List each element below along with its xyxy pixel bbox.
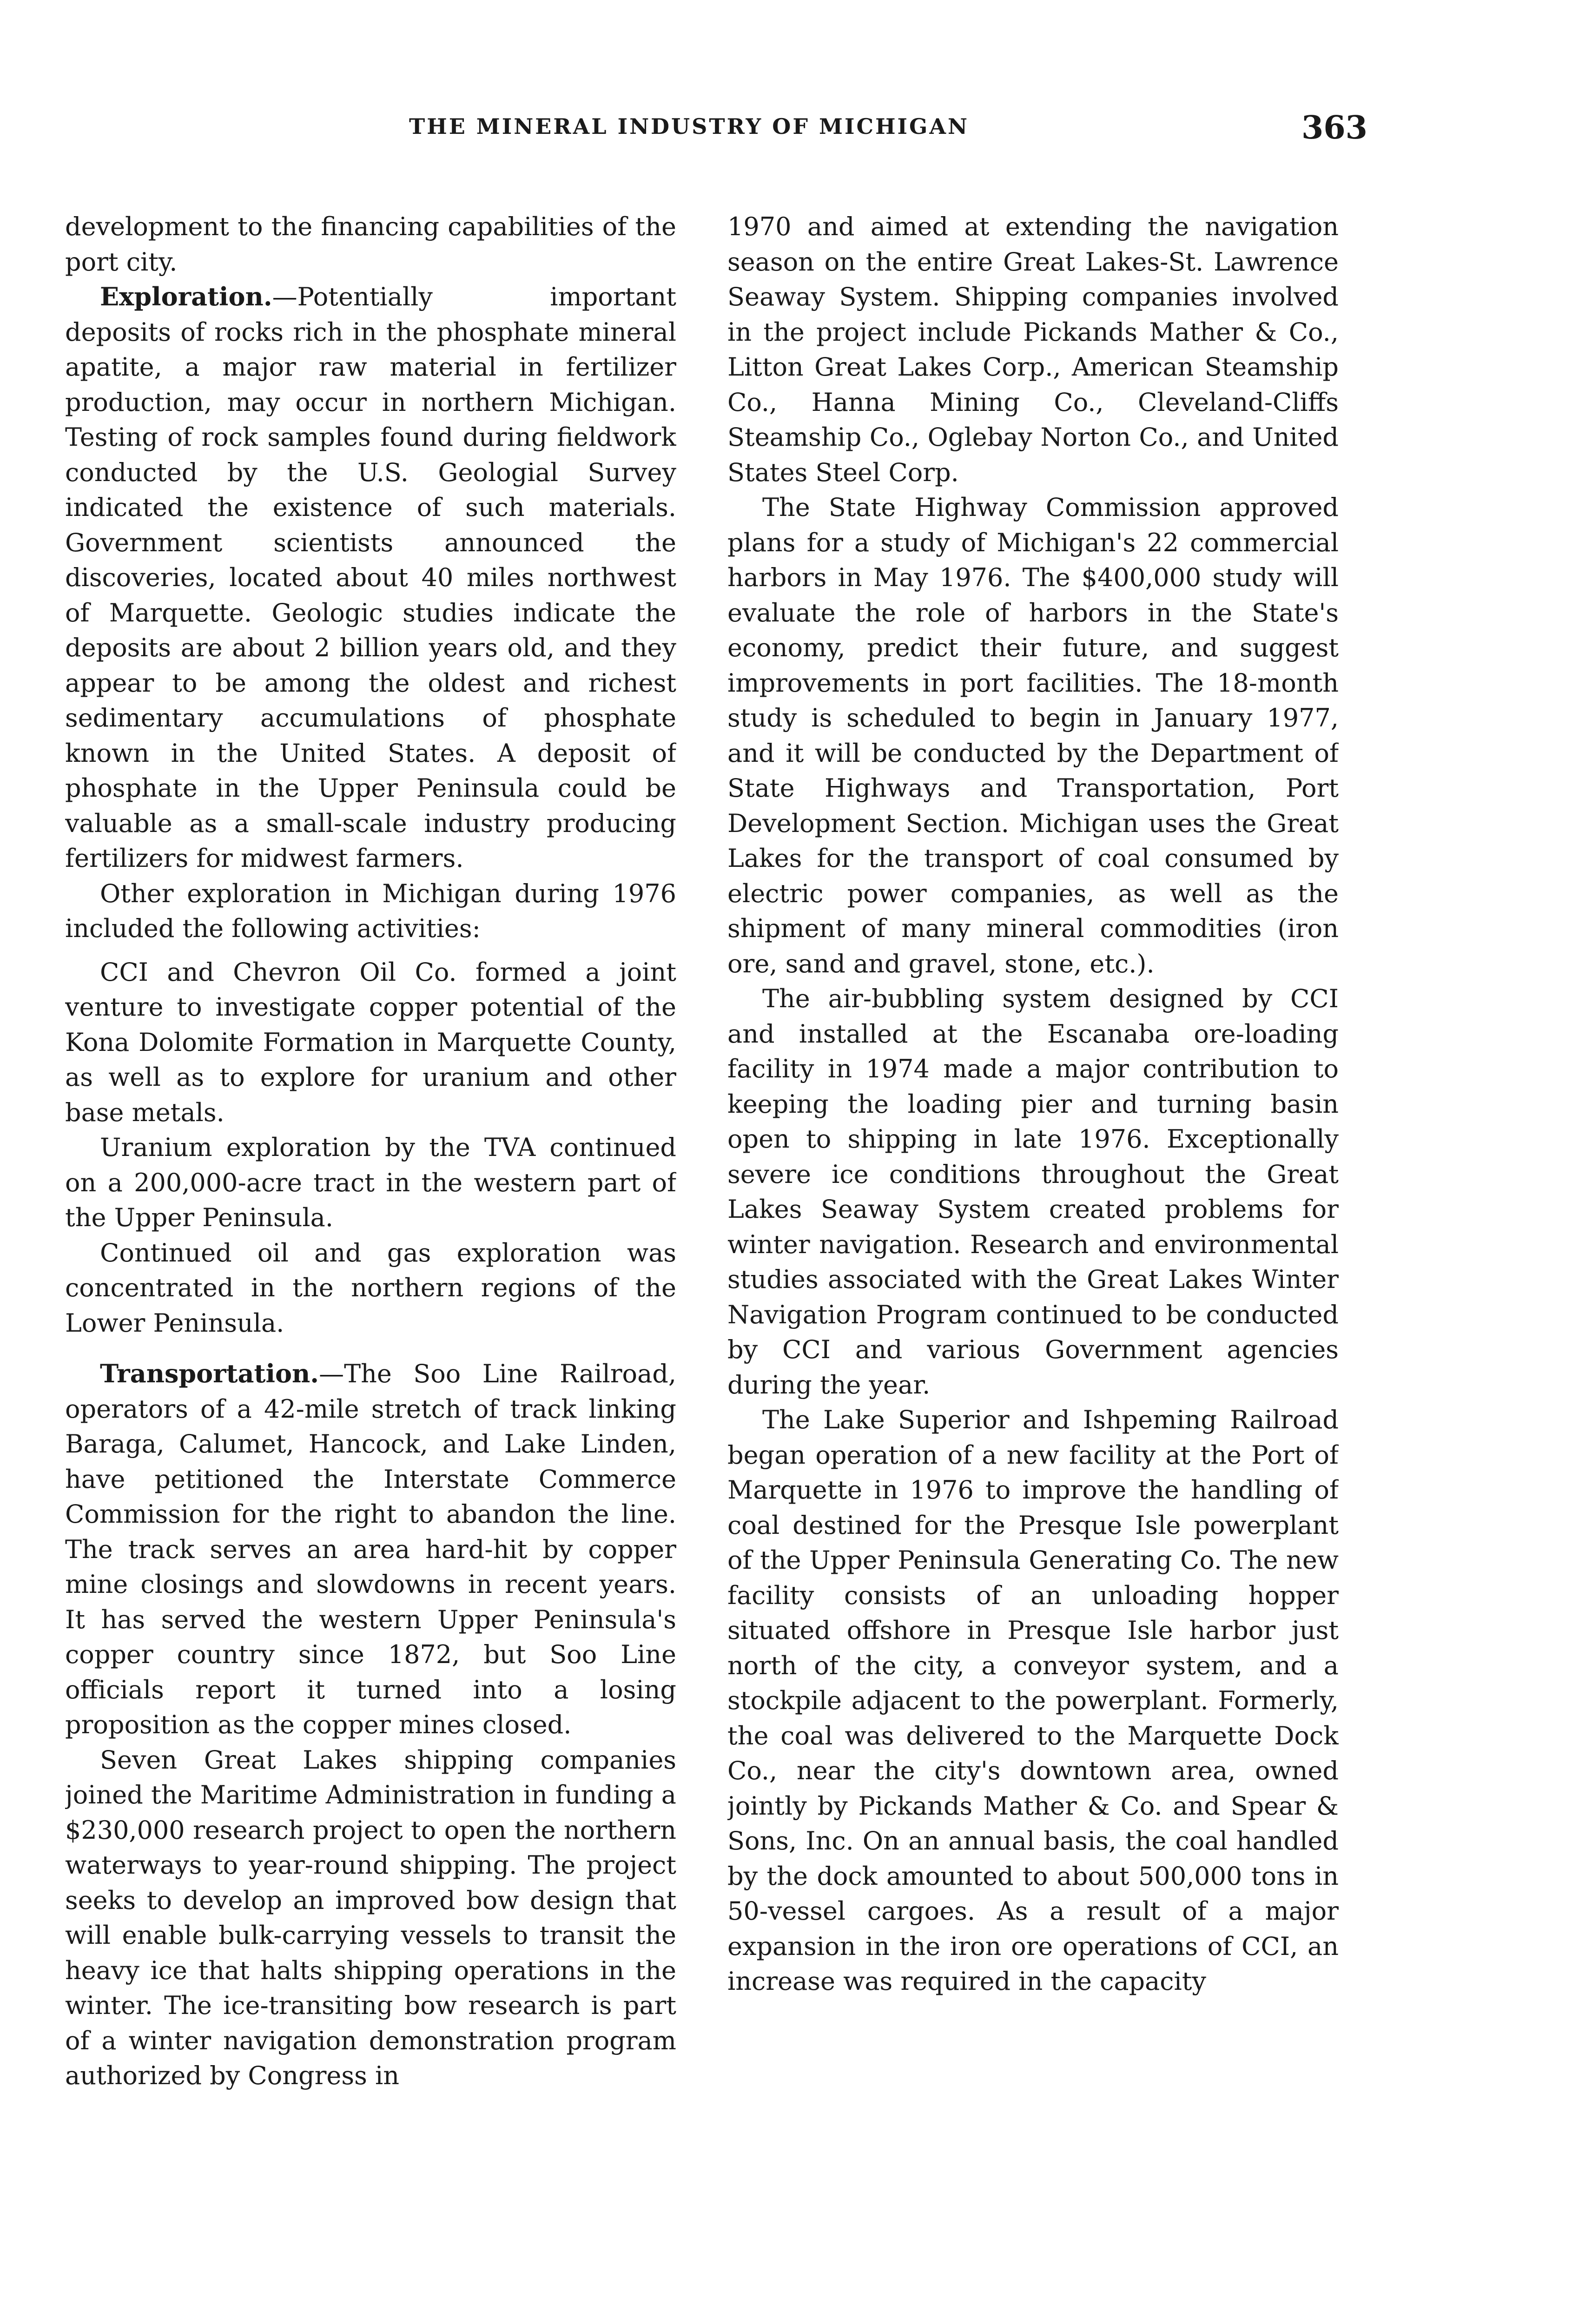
running-head-title: THE MINERAL INDUSTRY OF MICHIGAN: [409, 114, 970, 139]
paragraph-harbor-study: The State Highway Commission approved plans for a study of Michigan's 22 commercial harbors in May 1976. The $400,000 study will evaluate the role of harbors in the State's economy, predict their future, and suggest improvements in port facilities. The 18-month study is scheduled to begin in January 1977, and it will be conducted by the Department of State Highways and Transportation, Port Development Section. Michigan uses the Great Lakes for the transport of coal consumed by electric power companies, as well as the shipment of many mineral commodities (iron ore, sand and gravel, stone, etc.).: [727, 493, 1339, 978]
paragraph-port-financing: development to the financing capabilities of the port city.: [65, 212, 676, 277]
right-column: [727, 209, 1339, 2278]
paragraph-transportation: [65, 1356, 676, 1743]
list-item-tva-uranium: Uranium exploration by the TVA continued on a 200,000-acre tract in the western part of the Upper Peninsula.: [65, 1133, 676, 1232]
paragraph-coal-facility: The Lake Superior and Ishpeming Railroad began operation of a new facility at the Port of Marquette in 1976 to improve the handling of coal destined for the Presque Isle powerplant of the Upper Peninsula Generating Co. The new facility consists of an unloading hopper situated offshore in Presque Isle harbor just north of the city, a conveyor system, and a stockpile adjacent to the powerplant. Formerly, the coal was delivered to the Marquette Dock Co., near the city's downtown area, owned jointly by Pickands Mather & Co. and Spear & Sons, Inc. On an annual basis, the coal handled by the dock amounted to about 500,000 tons in 50-vessel cargoes. As a result of a major expansion in the iron ore operations of CCI, an increase was required in the capacity: [727, 1405, 1339, 1996]
paragraph-exploration: [65, 279, 676, 876]
running-head: [0, 109, 1585, 151]
paragraph-air-bubbling: The air-bubbling system designed by CCI and installed at the Escanaba ore-loading facility in 1974 made a major contribution to keeping the loading pier and turning basin open to shipping in late 1976. Exceptionally severe ice conditions throughout the Great Lakes Seaway System created problems for winter navigation. Research and environmental studies associated with the Great Lakes Winter Navigation Program continued to be conducted by CCI and various Government agencies during the year.: [727, 984, 1339, 1400]
left-column: [65, 209, 676, 2278]
list-item-cci-chevron: CCI and Chevron Oil Co. formed a joint venture to investigate copper potential of the Kona Dolomite Formation in Marquette County, as well as to explore for uranium and other base metals.: [65, 957, 676, 1127]
paragraph-other-exploration: Other exploration in Michigan during 1976 included the following activities:: [65, 878, 676, 943]
list-item-oil-gas: Continued oil and gas exploration was concentrated in the northern regions of the Lower Peninsula.: [65, 1238, 676, 1338]
page-number: 363: [1301, 109, 1367, 146]
paragraph-shipping-companies: Seven Great Lakes shipping companies joined the Maritime Administration in funding a $230,000 research project to open the northern waterways to year-round shipping. The project seeks to develop an improved bow design that will enable bulk-carrying vessels to transit the heavy ice that halts shipping operations in the winter. The ice-transiting bow research is part of a winter navigation demonstration program authorized by Congress in: [65, 1745, 676, 2090]
exploration-text: —Potentially important deposits of rocks rich in the phosphate mineral apatite, a major raw material in fertilizer production, may occur in northern Michigan. Testing of rock samples found during fieldwork conducted by the U.S. Geologial Survey indicated the existence of such materials. Government scientists announced the discoveries, located about 40 miles northwest of Marquette. Geologic studies indicate the deposits are about 2 billion years old, and they appear to be among the oldest and richest sedimentary accumulations of phosphate known in the United States. A deposit of phosphate in the Upper Peninsula could be valuable as a small-scale industry producing fertilizers for midwest farmers.: [65, 282, 676, 873]
paragraph-navigation-season: 1970 and aimed at extending the navigation season on the entire Great Lakes-St. Lawrence Seaway System. Shipping companies involved in the project include Pickands Mather & Co., Litton Great Lakes Corp., American Steamship Co., Hanna Mining Co., Cleveland-Cliffs Steamship Co., Oglebay Norton Co., and United States Steel Corp.: [727, 212, 1339, 487]
transportation-text: —The Soo Line Railroad, operators of a 42-mile stretch of track linking Baraga, Calumet, Hancock, and Lake Linden, have petitioned the Interstate Commerce Commission for the right to abandon the line. The track serves an area hard-hit by copper mine closings and slowdowns in recent years. It has served the western Upper Peninsula's copper country since 1872, but Soo Line officials report it turned into a losing proposition as the copper mines closed.: [65, 1359, 676, 1739]
transportation-heading: Transportation.: [100, 1359, 319, 1388]
exploration-heading: Exploration.: [100, 282, 272, 311]
